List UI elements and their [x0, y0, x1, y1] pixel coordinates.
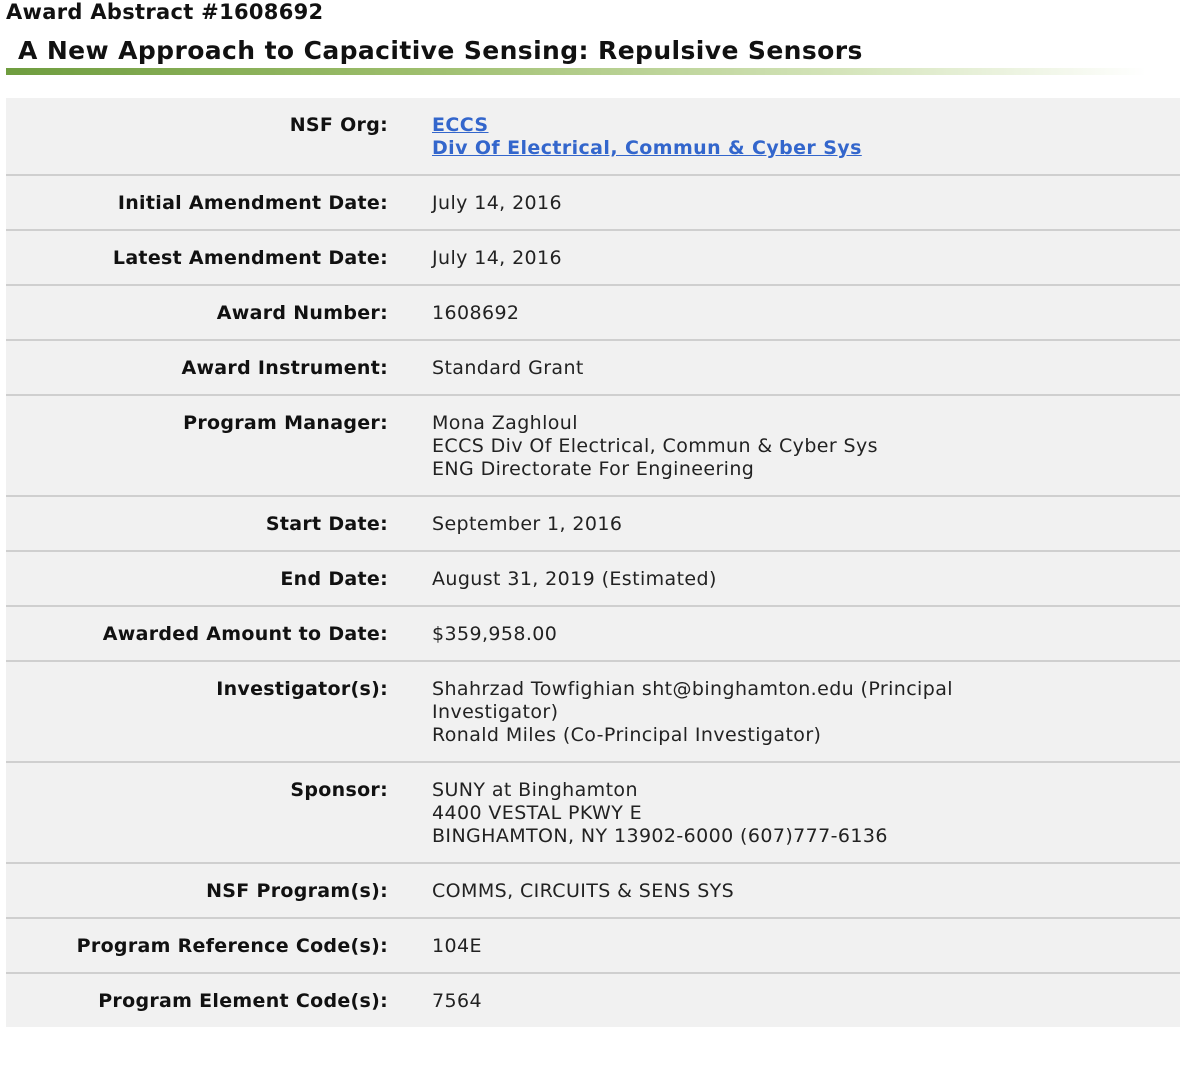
- row-program-reference-codes: [6, 919, 1180, 974]
- co-principal-investigator: Ronald Miles (Co-Principal Investigator): [432, 724, 822, 746]
- division-link[interactable]: Div Of Electrical, Commun & Cyber Sys: [432, 137, 862, 159]
- sponsor-label: Sponsor:: [290, 779, 388, 801]
- sponsor-value: [388, 779, 888, 848]
- investigators-label: Investigator(s):: [216, 678, 388, 700]
- program-manager-value: [388, 412, 878, 481]
- start-date-value: September 1, 2016: [432, 513, 623, 535]
- row-latest-amendment-date: [6, 231, 1180, 286]
- row-start-date: [6, 497, 1180, 552]
- title-underline: [6, 68, 1146, 75]
- row-nsf-org: [6, 98, 1180, 176]
- award-abstract-id: Award Abstract #1608692: [6, 0, 324, 24]
- award-instrument-label: Award Instrument:: [181, 357, 388, 379]
- nsf-org-value: [388, 114, 862, 160]
- awarded-amount-label: Awarded Amount to Date:: [102, 623, 388, 645]
- eccs-link[interactable]: ECCS: [432, 114, 489, 136]
- award-instrument-value: Standard Grant: [432, 357, 584, 379]
- nsf-programs-label: NSF Program(s):: [206, 880, 388, 902]
- row-end-date: [6, 552, 1180, 607]
- award-details-table: [6, 98, 1180, 1027]
- award-title: A New Approach to Capacitive Sensing: Repulsive Sensors: [18, 36, 863, 65]
- award-number-value: 1608692: [432, 302, 520, 324]
- nsf-org-label: NSF Org:: [289, 114, 388, 136]
- element-codes-label: Program Element Code(s):: [98, 990, 388, 1012]
- reference-codes-label: Program Reference Code(s):: [76, 935, 388, 957]
- sponsor-street: 4400 VESTAL PKWY E: [432, 802, 643, 824]
- row-program-manager: [6, 396, 1180, 497]
- latest-amendment-label: Latest Amendment Date:: [112, 247, 388, 269]
- row-sponsor: [6, 763, 1180, 864]
- start-date-label: Start Date:: [265, 513, 388, 535]
- program-manager-name: Mona Zaghloul: [432, 412, 578, 434]
- row-award-number: [6, 286, 1180, 341]
- row-award-instrument: [6, 341, 1180, 396]
- initial-amendment-value: July 14, 2016: [432, 192, 563, 214]
- nsf-programs-value: COMMS, CIRCUITS & SENS SYS: [432, 880, 735, 902]
- end-date-value: August 31, 2019 (Estimated): [432, 568, 717, 590]
- awarded-amount-value: $359,958.00: [432, 623, 558, 645]
- program-manager-division: ECCS Div Of Electrical, Commun & Cyber Sys: [432, 435, 878, 457]
- sponsor-name: SUNY at Binghamton: [432, 779, 638, 801]
- element-codes-value: 7564: [432, 990, 482, 1012]
- program-manager-directorate: ENG Directorate For Engineering: [432, 458, 755, 480]
- row-nsf-programs: [6, 864, 1180, 919]
- row-awarded-amount: [6, 607, 1180, 662]
- principal-investigator-cont: Investigator): [432, 701, 559, 723]
- row-program-element-codes: [6, 974, 1180, 1027]
- award-number-label: Award Number:: [216, 302, 388, 324]
- end-date-label: End Date:: [280, 568, 388, 590]
- latest-amendment-value: July 14, 2016: [432, 247, 563, 269]
- row-initial-amendment-date: [6, 176, 1180, 231]
- initial-amendment-label: Initial Amendment Date:: [117, 192, 388, 214]
- principal-investigator: Shahrzad Towfighian sht@binghamton.edu (Principal: [432, 678, 953, 700]
- row-investigators: [6, 662, 1180, 763]
- investigators-value: [388, 678, 953, 747]
- program-manager-label: Program Manager:: [183, 412, 388, 434]
- reference-codes-value: 104E: [432, 935, 482, 957]
- sponsor-city-phone: BINGHAMTON, NY 13902-6000 (607)777-6136: [432, 825, 888, 847]
